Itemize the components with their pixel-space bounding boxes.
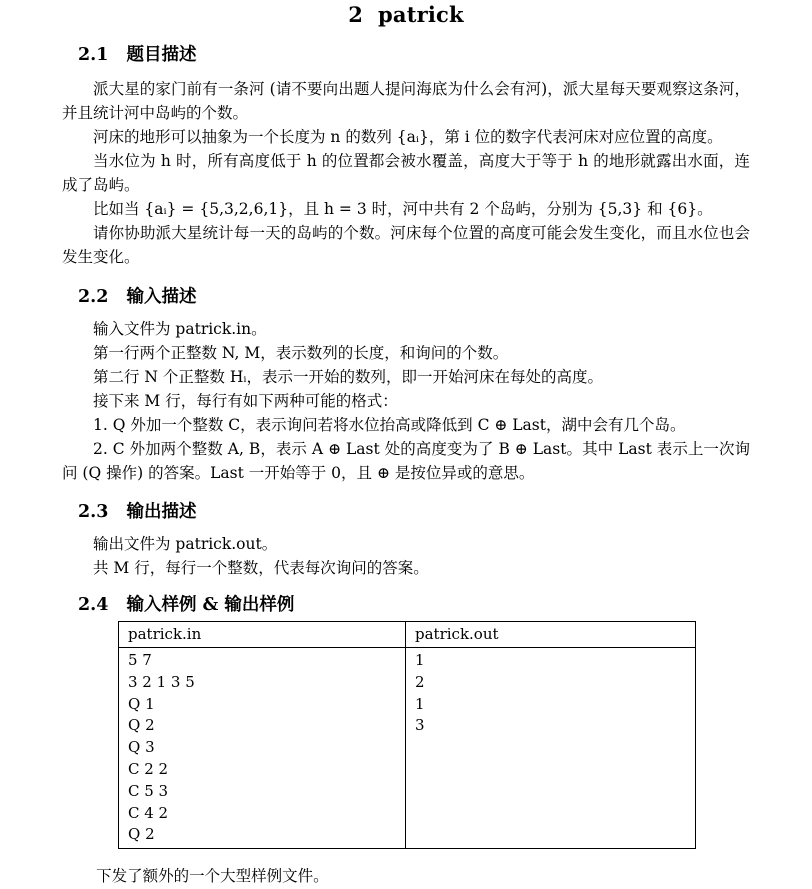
paragraph: 第二行 N 个正整数 Hᵢ，表示一开始的数列，即一开始河床在每处的高度。 bbox=[93, 368, 603, 386]
sample-input-line: Q 2 bbox=[128, 825, 155, 844]
list-item-query-format: 1. Q 外加一个整数 C，表示询问若将水位抬高或降低到 C ⊕ Last，湖中会有几个岛。 bbox=[93, 416, 686, 434]
sample-output-line: 1 bbox=[415, 694, 425, 713]
paragraph: 输出文件为 patrick.out。 bbox=[93, 535, 278, 553]
sample-input-cell bbox=[119, 648, 406, 848]
paragraph: 请你协助派大星统计每一天的岛屿的个数。河床每个位置的高度可能会发生变化，而且水位也会发生变化。 bbox=[62, 224, 750, 266]
sample-input-line: C 5 3 bbox=[128, 781, 169, 800]
paragraph: 当水位为 h 时，所有高度低于 h 的位置都会被水覆盖，高度大于等于 h 的地形就露出水面，连成了岛屿。 bbox=[62, 152, 750, 194]
sample-output-line: 3 bbox=[415, 716, 425, 735]
paragraph: 接下来 M 行，每行有如下两种可能的格式： bbox=[93, 392, 398, 410]
sample-table-header-row bbox=[119, 622, 695, 648]
paragraph: 派大星的家门前有一条河 (请不要向出题人提问海底为什么会有河)，派大星每天要观察这条河，并且统计河中岛屿的个数。 bbox=[62, 80, 750, 122]
sample-input-line: Q 1 bbox=[128, 694, 155, 713]
sample-input-line: Q 2 bbox=[128, 716, 155, 735]
list-item-change-format: 2. C 外加两个整数 A, B，表示 A ⊕ Last 处的高度变为了 B ⊕ Last。其中 Last 表示上一次询问 (Q 操作) 的答案。Last 一开始等于 0，且 ⊕ 是按位异或的意思。 bbox=[62, 440, 750, 482]
sample-table-body-row bbox=[119, 648, 695, 848]
paragraph: 河床的地形可以抽象为一个长度为 n 的数列 {aᵢ}，第 i 位的数字代表河床对应位置的高度。 bbox=[93, 128, 723, 146]
sample-input-line: 5 7 bbox=[128, 651, 152, 669]
sample-output-line: 2 bbox=[415, 672, 425, 691]
section-body-problem-description bbox=[62, 77, 750, 269]
section-heading-samples bbox=[78, 595, 750, 616]
section-number: 2.3 bbox=[78, 502, 109, 522]
section-heading-problem-description bbox=[78, 45, 750, 66]
section-title: 题目描述 bbox=[126, 45, 197, 65]
sample-input-line: Q 3 bbox=[128, 738, 155, 757]
sample-input-header: patrick.in bbox=[119, 622, 406, 647]
extra-sample-note: 下发了额外的一个大型样例文件。 bbox=[96, 867, 329, 886]
sample-input-line: C 4 2 bbox=[128, 803, 169, 822]
title-section-number: 2 bbox=[348, 2, 364, 27]
paragraph: 输入文件为 patrick.in。 bbox=[93, 320, 267, 338]
sample-input-line: 3 2 1 3 5 bbox=[128, 672, 195, 691]
sample-output-line: 1 bbox=[415, 651, 425, 669]
section-body-output-description bbox=[62, 532, 750, 580]
paragraph: 共 M 行，每行一个整数，代表每次询问的答案。 bbox=[93, 559, 429, 577]
paragraph: 第一行两个正整数 N, M，表示数列的长度，和询问的个数。 bbox=[93, 344, 509, 362]
section-number: 2.1 bbox=[78, 45, 109, 65]
sample-input-line: C 2 2 bbox=[128, 759, 169, 778]
sample-io-table bbox=[118, 621, 696, 849]
title-text: patrick bbox=[378, 2, 464, 27]
section-body-input-description bbox=[62, 317, 750, 485]
paragraph: 比如当 {aᵢ} = {5,3,2,6,1}，且 h = 3 时，河中共有 2 个岛屿，分别为 {5,3} 和 {6}。 bbox=[93, 200, 713, 218]
sample-output-header: patrick.out bbox=[415, 625, 499, 643]
section-title: 输入描述 bbox=[126, 287, 197, 307]
section-title: 输出描述 bbox=[126, 502, 197, 522]
section-title: 输入样例 & 输出样例 bbox=[126, 595, 295, 615]
page-title bbox=[62, 2, 750, 28]
section-number: 2.4 bbox=[78, 595, 109, 615]
sample-output-cell bbox=[406, 648, 695, 848]
section-number: 2.2 bbox=[78, 287, 109, 307]
section-heading-output-description bbox=[78, 502, 750, 523]
section-heading-input-description bbox=[78, 287, 750, 308]
